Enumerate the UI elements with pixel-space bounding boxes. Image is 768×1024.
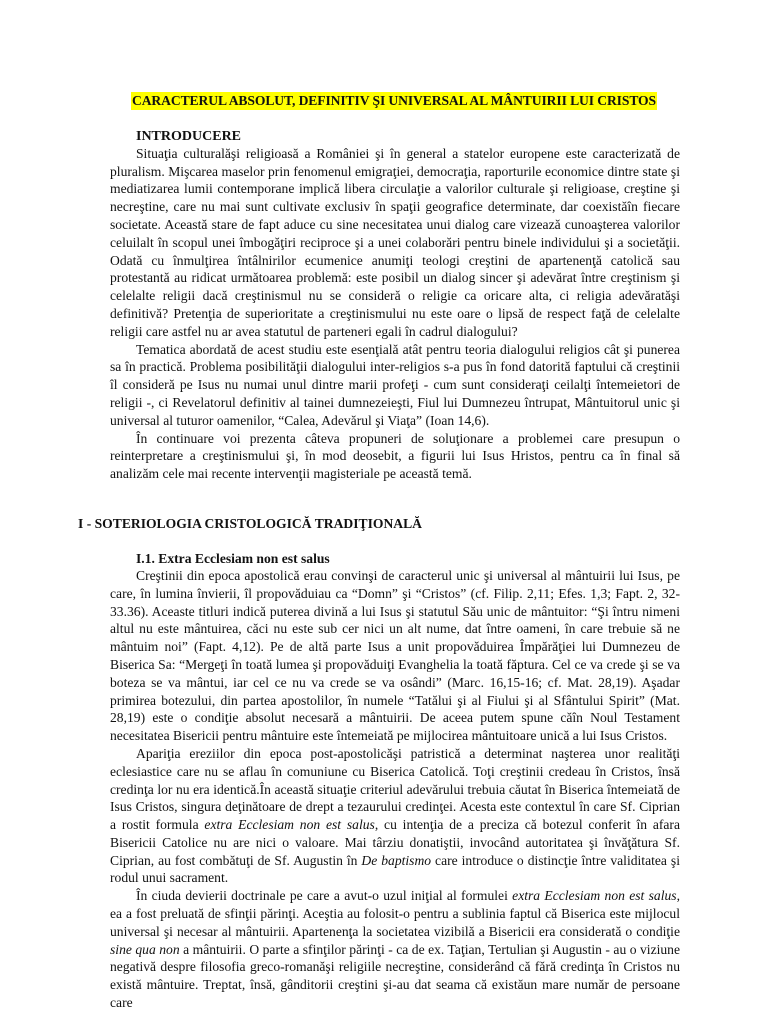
paragraph-text: Apariţia ereziilor din epoca post-apostolicăşi patristică a determinat naşterea unor realităţi eclesiastice care nu se aflau în comuniune cu Biserica Catolică. Toţi creştinii credeau în Cristos, însă credinţa lor nu era identică.În această situaţie criteriul adevărului trebuia căutat în Biserica întemeiată de Isus Cristos, singura deţinătoare de drept a tezaurului credinţei. Acesta este contextul în care Sf. Ciprian a rostit formula [110,745,680,833]
subsection-paragraph-1: Creştinii din epoca apostolică erau convinşi de caracterul unic şi universal al mântuirii lui Isus, pe care, în lumina învierii, îl propovăduiau ca “Domn” şi “Cristos” (cf. Filip. 2,11; Efes. 1,3; Fapt. 2, 32-33.36). Aceaste titluri indică puterea divină a lui Isus şi statutul Său unic de mântuitor: “Şi întru nimeni altul nu este mântuirea, căci nu este sub cer nici un alt nume, dat între oameni, în care trebuie să ne mântuim noi” (Fapt. 4,12). Pe de altă parte Isus a unit propovăduirea Împărăţiei lui Dumnezeu de Biserica Sa: “Mergeţi în toată lumea şi propovăduiţi Evanghelia la toată făptura. Cel ce va crede şi se va boteza se va mântui, iar cel ce nu va crede se va osândi” (Marc. 16,15-16; cf. Mat. 28,19). Aşadar primirea botezului, din partea apostolilor, în numele “Tatălui şi al Fiului şi al Sfântului Spirit” (Mat. 28,19) este o condiţie absolut necesară a mântuirii. De aceea putem spune căîn Noul Testament necesitatea Bisericii pentru mântuire este întemeiată pe mijlocirea mântuitoare unică a lui Isus Cristos. [110,567,680,744]
work-title: De baptismo [361,852,432,868]
subsection-paragraph-3 [110,887,680,1012]
intro-paragraph-3: În continuare voi prezenta câteva propuneri de soluţionare a problemei care presupun o reinterpretare a creştinismului şi, în mod deosebit, a figurii lui Isus Hristos, pentru ca în final să analizăm cele mai recente intervenţii magisteriale pe această temă. [110,430,680,482]
paragraph-text: În ciuda devierii doctrinale pe care a avut-o uzul iniţial al formulei [136,888,513,904]
paragraph-text: , cu intenţia de a preciza că botezul conferit în afara Bisericii Catolice nu are nici o valoare. Mai târziu donatiştii, invocând autoritatea şi învăţătura Sf. Ciprian, au fost combătuţi de Sf. Augustin în [110,817,680,868]
paragraph-text: care introduce o distincţie între validitatea şi rodul unui sacrament. [110,852,680,886]
subsection-1-1-heading: I.1. Extra Ecclesiam non est salus [136,550,330,566]
document-body [78,92,681,1012]
section-1-heading: I - SOTERIOLOGIA CRISTOLOGICĂ TRADIŢIONALĂ [78,515,422,531]
latin-phrase: extra Ecclesiam non est salus [204,817,375,833]
intro-paragraph-1: Situaţia culturalăşi religioasă a României şi în general a statelor europene este caracterizată de pluralism. Mişcarea maselor prin fenomenul emigraţiei, democraţia, raporturile economice dintre state şi mediatizarea lumii contemporane implică libera circulaţie a valorilor culturale şi religioase, creştine şi necreştine, care nu mai sunt cultivate exclusiv în spaţii geografice determinate, dar coexistăîn fiecare societate. Această stare de fapt aduce cu sine necesitatea unui dialog care vizează cunoaşterea valorilor celuilalt în scopul unei îmbogăţiri reciproce şi a unei colaborări pentru binele individului şi a societăţii. Odată cu înmulţirea întâlnirilor ecumenice anumiţi teologi creştini de apartenenţă catolică sau protestantă au ridicat următoarea problemă: este posibil un dialog sincer şi adevărat între creştinism şi celelalte religii dacă creştinismul nu se consideră o religie ca oricare alta, ci religia adevăratăşi definitivă? Pretenţia de superioritate a creştinismului nu este oare o lipsă de respect faţă de celelalte religii care astfel nu ar avea statutul de parteneri egali în cadrul dialogului? [110,145,680,339]
latin-phrase: sine qua non [110,941,180,957]
paragraph-text: , ea a fost preluată de sfinţii părinţi. Aceştia au folosit-o pentru a sublinia faptul că Biserica este mijlocul universal şi necesar al mântuirii. Apartenenţa la societatea vizibilă a Bisericii era considerată o condiţie [110,888,680,939]
intro-heading: INTRODUCERE [136,128,242,144]
intro-paragraph-2: Tematica abordată de acest studiu este esenţială atât pentru teoria dialogului religios cât şi punerea sa în practică. Problema posibilităţii dialogului inter-religios s-a pus în fond datorită faptului că creştinii îl consideră pe Isus nu numai unul dintre marii profeţi - cum sunt consideraţi ceilalţi întemeietori de religii -, ci Revelatorul definitiv al tainei dumnezeieşti, Fiul lui Dumnezeu întrupat, Mântuitorul unic şi universal al tuturor oamenilor, “Calea, Adevărul şi Viaţa” (Ioan 14,6). [110,341,680,428]
document-title: CARACTERUL ABSOLUT, DEFINITIV ŞI UNIVERSAL AL MÂNTUIRII LUI CRISTOS [132,93,656,108]
paragraph-text: a mântuirii. O parte a sfinţilor părinţi - ca de ex. Taţian, Tertulian şi Augustin - au o viziune negativă despre filosofia greco-romanăşi religiile necreştine, considerând că fără credinţa în Cristos nu există mântuire. Treptat, însă, gânditorii creştini şi-au dat seama că existăun mare număr de persoane care [110,941,681,1011]
title-container [108,92,680,110]
latin-phrase: extra Ecclesiam non est salus [512,888,677,904]
subsection-paragraph-2 [110,745,680,887]
